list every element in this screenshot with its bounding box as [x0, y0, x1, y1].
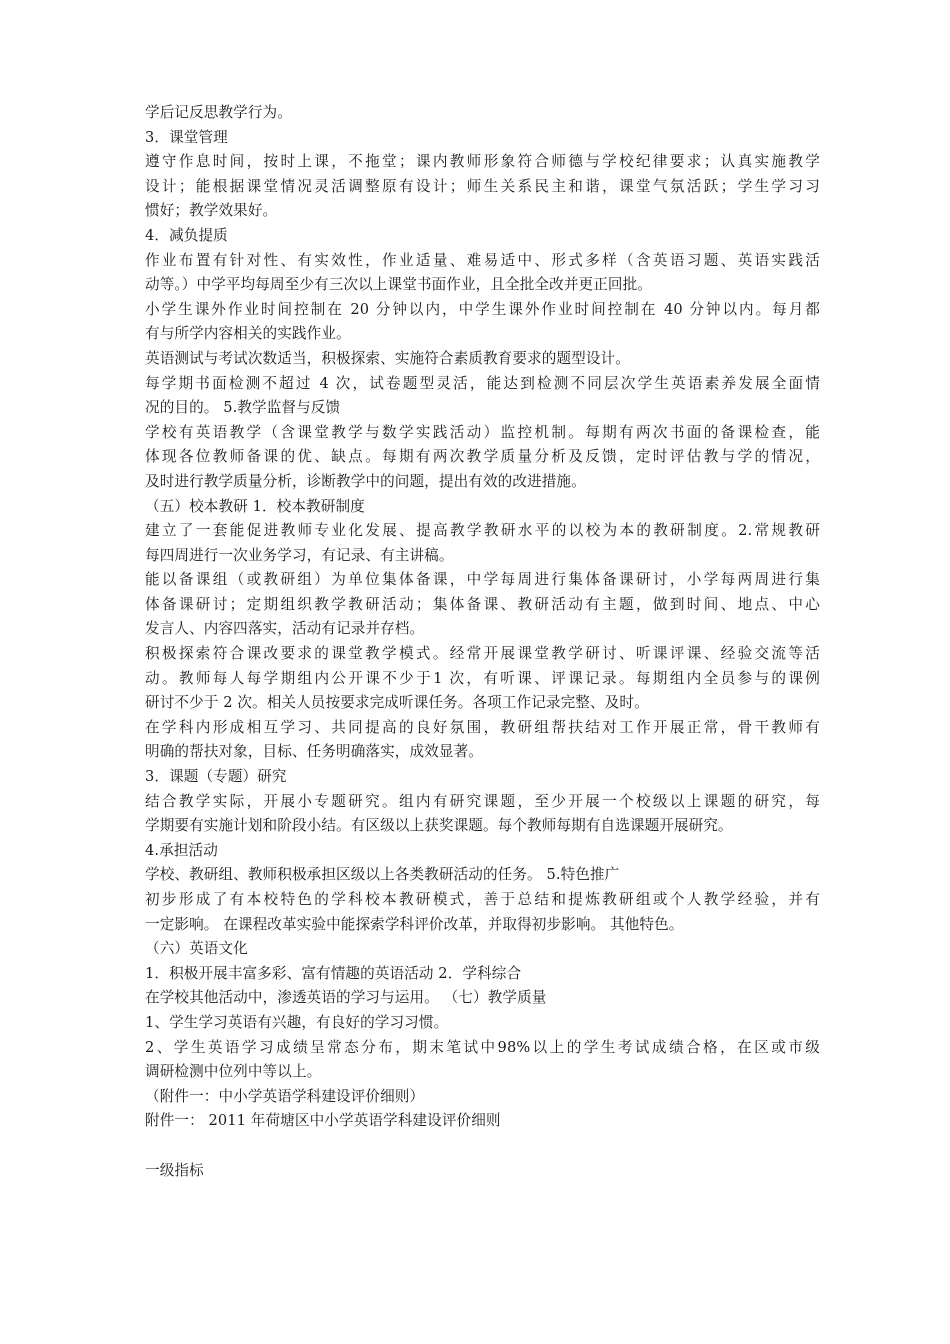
text-line: 2、学生英语学习成绩呈常态分布，期末笔试中98%以上的学生考试成绩合格，在区或市级: [145, 1038, 820, 1056]
text-line: 每四周进行一次业务学习，有记录、有主讲稿。: [145, 546, 454, 564]
text-line: 每学期书面检测不超过 4 次，试卷题型灵活，能达到检测不同层次学生英语素养发展全面情: [145, 374, 820, 392]
text-line: 设计；能根据课堂情况灵活调整原有设计；师生关系民主和谐，课堂气氛活跃；学生学习习: [145, 177, 820, 195]
text-line: （六）英语文化: [145, 940, 248, 958]
text-line: 初步形成了有本校特色的学科校本教研模式，善于总结和提炼教研组或个人教学经验，并有: [145, 891, 820, 908]
text-line: 况的目的。 5.教学监督与反馈: [145, 399, 341, 417]
text-line: 明确的帮扶对象，目标、任务明确落实，成效显著。: [145, 743, 483, 761]
text-line: 学校有英语教学（含课堂教学与数学实践活动）监控机制。每期有两次书面的备课检查，能: [145, 423, 820, 441]
text-line: 在学科内形成相互学习、共同提高的良好氛围，教研组帮扶结对工作开展正常，骨干教师有: [145, 718, 820, 736]
text-line: 及时进行教学质量分析，诊断教学中的问题，提出有效的改进措施。: [145, 472, 586, 490]
text-line: 积极探索符合课改要求的课堂教学模式。经常开展课堂教学研讨、听课评课、经验交流等活: [145, 645, 820, 663]
text-line: 惯好；教学效果好。: [145, 202, 278, 220]
document-page: [145, 101, 820, 1183]
text-line: 有与所学内容相关的实践作业。: [145, 325, 351, 343]
text-line: 英语测试与考试次数适当，积极探索、实施符合素质教育要求的题型设计。: [145, 349, 630, 367]
text-line: 作业布置有针对性、有实效性，作业适量、难易适中、形式多样（含英语习题、英语实践活: [145, 251, 820, 269]
text-line: 发言人、内容四落实，活动有记录并存档。: [145, 620, 425, 638]
text-line: 调研检测中位列中等以上。: [145, 1063, 322, 1081]
text-line: 能以备课组（或教研组）为单位集体备课，中学每周进行集体备课研讨，小学每两周进行集: [145, 571, 820, 589]
text-line: （附件一：中小学英语学科建设评价细则）: [145, 1087, 425, 1105]
text-line: 结合教学实际，开展小专题研究。组内有研究课题，至少开展一个校级以上课题的研究，每: [145, 792, 820, 810]
text-line: 学后记反思教学行为。: [145, 104, 292, 121]
text-line: 一定影响。 在课程改革实验中能探索学科评价改革，并取得初步影响。 其他特色。: [145, 915, 684, 933]
text-line: 学校、教研组、教师积极承担区级以上各类教研活动的任务。 5.特色推广: [145, 866, 620, 884]
text-line: 遵守作息时间，按时上课，不拖堂；课内教师形象符合师德与学校纪律要求；认真实施教学: [145, 153, 820, 171]
text-line: 小学生课外作业时间控制在 20 分钟以内，中学生课外作业时间控制在 40 分钟以内。每月都: [145, 300, 820, 318]
text-line: 体现各位教师备课的优、缺点。每期有两次教学质量分析及反馈，定时评估教与学的情况，: [145, 448, 820, 466]
text-line: 1、学生学习英语有兴趣，有良好的学习习惯。: [145, 1013, 449, 1031]
text-line: 4.承担活动: [145, 841, 218, 859]
text-line: 附件一： 2011 年荷塘区中小学英语学科建设评价细则: [145, 1112, 501, 1130]
text-line: 一级指标: [145, 1161, 204, 1179]
text-line: 3．课堂管理: [145, 128, 228, 146]
text-line: 体备课研讨；定期组织教学教研活动；集体备课、教研活动有主题，做到时间、地点、中心: [145, 595, 820, 613]
text-line: 学期要有实施计划和阶段小结。有区级以上获奖课题。每个教师每期有自选课题开展研究。: [145, 817, 733, 835]
text-line: 4．减负提质: [145, 226, 228, 244]
text-line: 3．课题（专题）研究: [145, 768, 287, 786]
text-line: 建立了一套能促进教师专业化发展、提高教学教研水平的以校为本的教研制度。2.常规教研: [145, 522, 820, 540]
text-line: 动等。）中学平均每周至少有三次以上课堂书面作业，且全批全改并更正回批。: [145, 276, 652, 294]
text-line: （五）校本教研 1．校本教研制度: [145, 497, 365, 515]
text-line: 1．积极开展丰富多彩、富有情趣的英语活动 2．学科综合: [145, 964, 522, 982]
text-line: 动。教师每人每学期组内公开课不少于1 次，有听课、评课记录。每期组内全员参与的课例: [145, 669, 820, 687]
text-line: 研讨不少于 2 次。相关人员按要求完成听课任务。各项工作记录完整、及时。: [145, 694, 649, 712]
text-line: [145, 1134, 820, 1159]
text-line: 在学校其他活动中，渗透英语的学习与运用。 （七）教学质量: [145, 989, 547, 1007]
